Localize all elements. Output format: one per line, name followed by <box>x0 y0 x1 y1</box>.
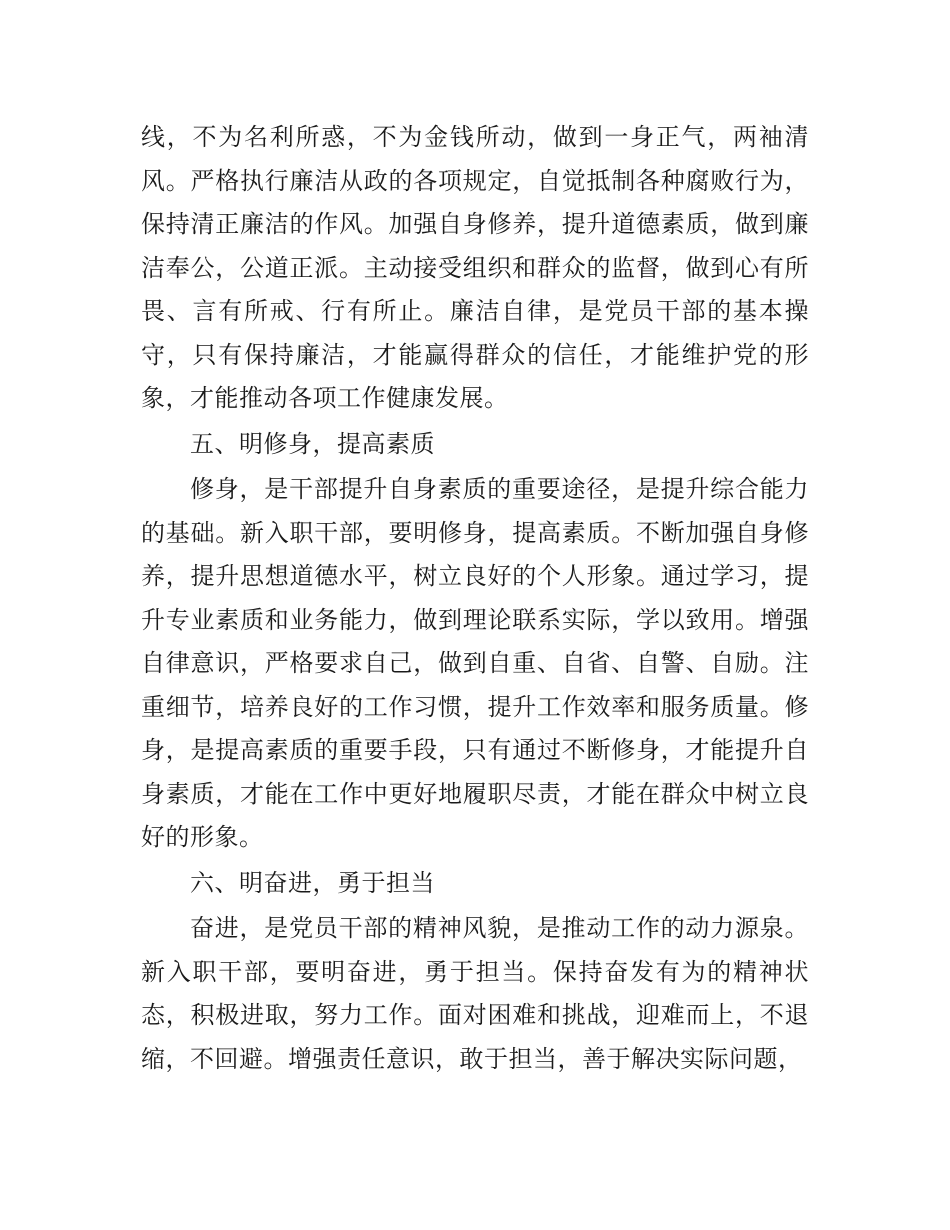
paragraph-continuation: 线，不为名利所惑，不为金钱所动，做到一身正气，两袖清风。严格执行廉洁从政的各项规定，自觉抵制各种腐败行为，保持清正廉洁的作风。加强自身修养，提升道德素质，做到廉洁奉公，公道正派。主动接受组织和群众的监督，做到心有所畏、言有所戒、行有所止。廉洁自律，是党员干部的基本操守，只有保持廉洁，才能赢得群众的信任，才能维护党的形象，才能推动各项工作健康发展。 <box>141 123 809 412</box>
section-heading-six: 六、明奋进，勇于担当 <box>190 868 435 897</box>
paragraph-section-five: 修身，是干部提升自身素质的重要途径，是提升综合能力的基础。新入职干部，要明修身，提高素质。不断加强自身修养，提升思想道德水平，树立良好的个人形象。通过学习，提升专业素质和业务能力，做到理论联系实际，学以致用。增强自律意识，严格要求自己，做到自重、自省、自警、自励。注重细节，培养良好的工作习惯，提升工作效率和服务质量。修身，是提高素质的重要手段，只有通过不断修身，才能提升自身素质，才能在工作中更好地履职尽责，才能在群众中树立良好的形象。 <box>141 475 809 851</box>
document-body <box>141 116 809 1081</box>
paragraph-section-six: 奋进，是党员干部的精神风貌，是推动工作的动力源泉。新入职干部，要明奋进，勇于担当。保持奋发有为的精神状态，积极进取，努力工作。面对困难和挑战，迎难而上，不退缩，不回避。增强责任意识，敢于担当，善于解决实际问题， <box>141 914 809 1073</box>
section-heading-five: 五、明修身，提高素质 <box>190 429 435 458</box>
